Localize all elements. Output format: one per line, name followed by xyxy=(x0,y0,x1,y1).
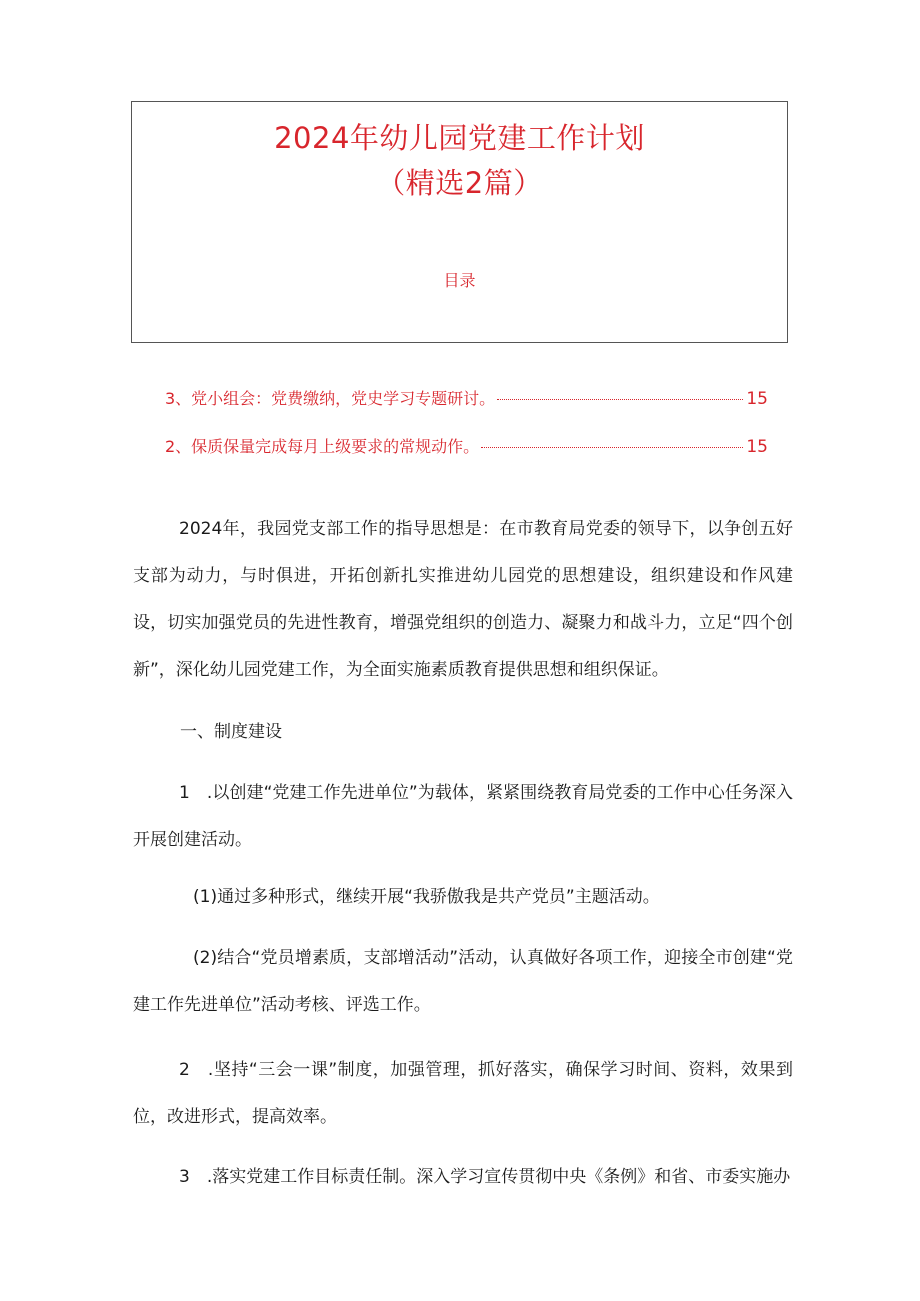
toc-heading: 目录 xyxy=(443,271,476,290)
sub-item-2: (2)结合“党员增素质，支部增活动”活动，认真做好各项工作，迎接全市创建“党建工作先进单位”活动考核、评选工作。 xyxy=(133,948,793,1015)
toc-leader-dots xyxy=(497,399,743,400)
toc-leader-dots xyxy=(481,447,743,448)
cover-title-box xyxy=(131,101,788,343)
list-item-1: 1 .以创建“党建工作先进单位”为载体，紧紧围绕教育局党委的工作中心任务深入开展创建活动。 xyxy=(133,783,793,850)
intro-paragraph: 2024年，我园党支部工作的指导思想是：在市教育局党委的领导下，以争创五好支部为动力，与时俱进，开拓创新扎实推进幼儿园党的思想建设，组织建设和作风建设，切实加强党员的先进性教育，增强党组织的创造力、凝聚力和战斗力，立足“四个创新”，深化幼儿园党建工作，为全面实施素质教育提供思想和组织保证。 xyxy=(133,519,793,680)
toc-entry[interactable] xyxy=(165,386,768,409)
toc-entry-page: 15 xyxy=(746,389,768,409)
list-item-2: 2 .坚持“三会一课”制度，加强管理，抓好落实，确保学习时间、资料，效果到位，改进形式，提高效率。 xyxy=(133,1060,793,1127)
toc-entry-page: 15 xyxy=(746,437,768,457)
document-subtitle: （精选2篇） xyxy=(376,166,543,200)
document-title: 2024年幼儿园党建工作计划 xyxy=(274,121,645,155)
toc-entry[interactable] xyxy=(165,434,768,457)
toc-entry-label: 3、党小组会：党费缴纳，党史学习专题研讨。 xyxy=(165,389,496,408)
section-heading: 一、制度建设 xyxy=(180,722,282,742)
toc-entry-label: 2、保质保量完成每月上级要求的常规动作。 xyxy=(165,437,480,456)
sub-item-1: (1)通过多种形式，继续开展“我骄傲我是共产党员”主题活动。 xyxy=(193,887,660,907)
list-item-3: 3 .落实党建工作目标责任制。深入学习宣传贯彻中央《条例》和省、市委实施办 xyxy=(179,1167,791,1187)
